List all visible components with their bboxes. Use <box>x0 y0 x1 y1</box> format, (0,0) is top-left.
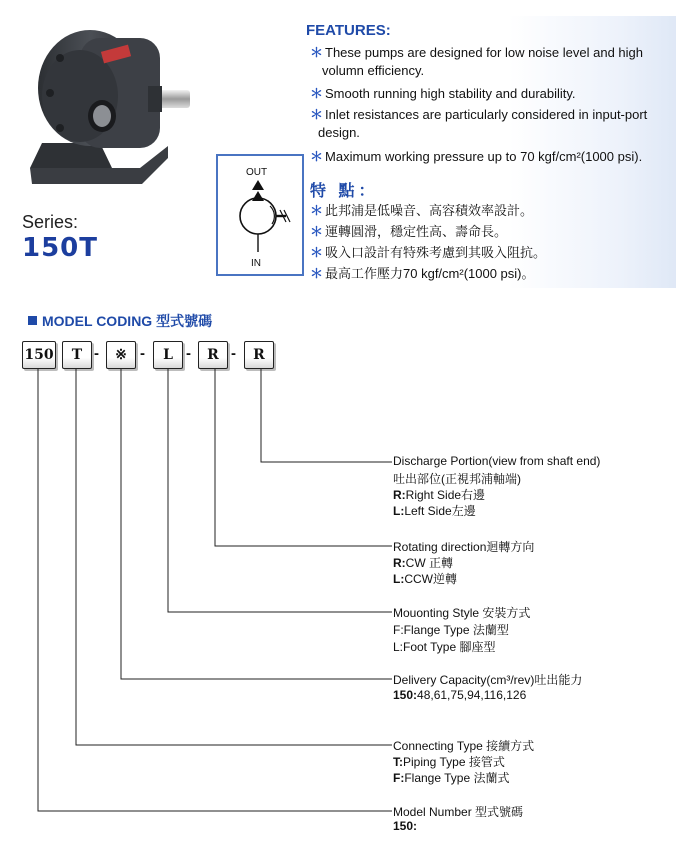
feature-item: ＊ These pumps are designed for low noise level and high <box>310 45 643 60</box>
feature-item-continued: volumn efficiency. <box>322 63 425 78</box>
bullet-icon: ＊ <box>310 149 324 164</box>
feature-item: ＊ Maximum working pressure up to 70 kgf/cm²(1000 psi). <box>310 149 643 164</box>
feature-cn-item: ＊ 吸入口設計有特殊考慮到其吸入阻抗。 <box>310 245 547 260</box>
series-label: Series: <box>22 212 79 232</box>
feature-cn-item: ＊ 運轉圓滑，穩定性高、壽命長。 <box>310 224 508 239</box>
code-box-discharge-portion: R <box>244 341 274 369</box>
rotating-option-ccw: L:CCW逆轉 <box>393 572 457 586</box>
mounting-option-foot: L:Foot Type 腳座型 <box>393 640 496 654</box>
symbol-in-label: IN <box>251 258 261 269</box>
discharge-option-left: L:Left Side左邊 <box>393 504 476 518</box>
code-dash: - <box>231 345 236 362</box>
delivery-capacity-title: Delivery Capacity(cm³/rev)吐出能力 <box>393 673 583 687</box>
model-number-title: Model Number 型式號碼 <box>393 805 524 819</box>
rotating-direction-title: Rotating direction迴轉方向 <box>393 540 535 554</box>
features-cn-title: 特 點： <box>310 183 379 200</box>
symbol-out-label: OUT <box>246 167 268 178</box>
connecting-option-piping: T:Piping Type 接管式 <box>393 755 505 769</box>
feature-cn-item: ＊ 最高工作壓力70 kgf/cm²(1000 psi)。 <box>310 266 535 281</box>
rotating-option-cw: R:CW 正轉 <box>393 556 453 570</box>
mounting-option-flange: F:Flange Type 法蘭型 <box>393 623 509 637</box>
bullet-icon: ＊ <box>310 266 324 281</box>
discharge-option-right: R:Right Side右邊 <box>393 488 486 502</box>
connecting-type-title: Connecting Type 接續方式 <box>393 739 535 753</box>
model-number-value: 150: <box>393 819 418 833</box>
discharge-portion-cn: 吐出部位(正視邦浦軸端) <box>393 472 521 486</box>
connecting-option-flange: F:Flange Type 法蘭式 <box>393 771 510 785</box>
code-dash: - <box>186 345 191 362</box>
feature-item: ＊ Smooth running high stability and durability. <box>310 86 576 101</box>
code-box-mounting-style: L <box>153 341 183 369</box>
mounting-style-title: Mouonting Style 安裝方式 <box>393 606 531 620</box>
discharge-portion-title: Discharge Portion(view from shaft end) <box>393 454 601 468</box>
bullet-icon: ＊ <box>310 203 324 218</box>
bullet-icon: ＊ <box>310 245 324 260</box>
model-coding-header: MODEL CODING 型式號碼 <box>42 313 213 329</box>
feature-item-continued: design. <box>318 125 360 140</box>
bullet-icon: ＊ <box>310 86 324 101</box>
feature-item: ＊ Inlet resistances are particularly considered in input-port <box>310 107 648 122</box>
code-box-rotating-direction: R <box>198 341 228 369</box>
feature-cn-item: ＊ 此邦浦是低噪音、高容積效率設計。 <box>310 203 534 218</box>
code-box-delivery-capacity: ※ <box>106 341 136 369</box>
code-dash: - <box>140 345 145 362</box>
series-model-number: 150T <box>22 233 99 263</box>
bullet-icon: ＊ <box>310 224 324 239</box>
code-dash: - <box>94 345 99 362</box>
code-box-model-number: 150 <box>22 341 56 369</box>
code-box-connecting-type: T <box>62 341 92 369</box>
delivery-capacity-values: 150:48,61,75,94,116,126 <box>393 688 527 702</box>
bullet-icon: ＊ <box>310 45 324 60</box>
bullet-icon: ＊ <box>310 107 324 122</box>
features-title: FEATURES: <box>306 22 391 39</box>
